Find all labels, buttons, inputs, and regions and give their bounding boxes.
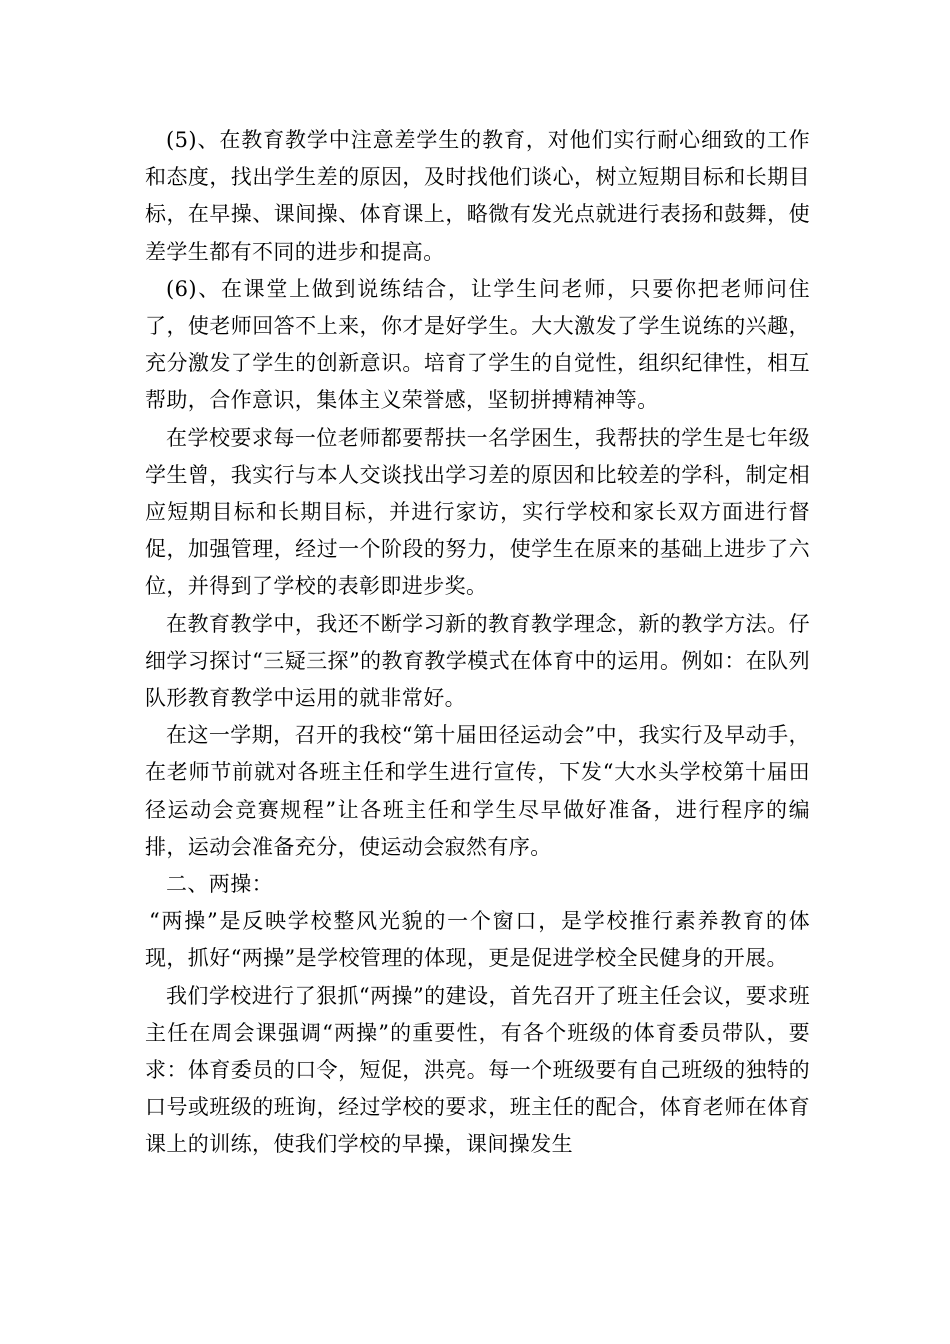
paragraph-item-6: (6)、在课堂上做到说练结合，让学生问老师，只要你把老师问住了，使老师回答不上来，你才是好学生。大大激发了学生说练的兴趣，充分激发了学生的创新意识。培育了学生的自觉性，组织纪律性，相互帮助，合作意识，集体主义荣誉感，坚韧拼搏精神等。	[145, 276, 810, 413]
paragraph-two-exercises-implementation: 我们学校进行了狠抓“两操”的建设，首先召开了班主任会议，要求班主任在周会课强调“两操”的重要性，有各个班级的体育委员带队，要求：体育委员的口令，短促，洪亮。每一个班级要有自己班级的独特的口号或班级的班询，经过学校的要求，班主任的配合，体育老师在体育课上的训练，使我们学校的早操，课间操发生	[145, 983, 810, 1157]
section-heading-two-exercises: 二、两操：	[166, 872, 273, 897]
paragraph-two-exercises-intro: “两操”是反映学校整风光貌的一个窗口，是学校推行素养教育的体现，抓好“两操”是学校管理的体现，更是促进学校全民健身的开展。	[145, 909, 810, 971]
paragraph-support-student: 在学校要求每一位老师都要帮扶一名学困生，我帮扶的学生是七年级学生曾，我实行与本人交谈找出学习差的原因和比较差的学科，制定相应短期目标和长期目标，并进行家访，实行学校和家长双方面进行督促，加强管理，经过一个阶段的努力，使学生在原来的基础上进步了六位，并得到了学校的表彰即进步奖。	[145, 425, 810, 599]
paragraph-teaching-methods: 在教育教学中，我还不断学习新的教育教学理念，新的教学方法。仔细学习探讨“三疑三探”的教育教学模式在体育中的运用。例如：在队列队形教育教学中运用的就非常好。	[145, 611, 810, 711]
body-text	[145, 122, 810, 1164]
paragraph-item-5: (5)、在教育教学中注意差学生的教育，对他们实行耐心细致的工作和态度，找出学生差的原因，及时找他们谈心，树立短期目标和长期目标，在早操、课间操、体育课上，略微有发光点就进行表扬和鼓舞，使差学生都有不同的进步和提高。	[145, 128, 810, 264]
paragraph-sports-meet: 在这一学期，召开的我校“第十届田径运动会”中，我实行及早动手，在老师节前就对各班主任和学生进行宣传，下发“大水头学校第十届田径运动会竞赛规程”让各班主任和学生尽早做好准备，进行程序的编排，运动会准备充分，使运动会寂然有序。	[145, 723, 810, 859]
